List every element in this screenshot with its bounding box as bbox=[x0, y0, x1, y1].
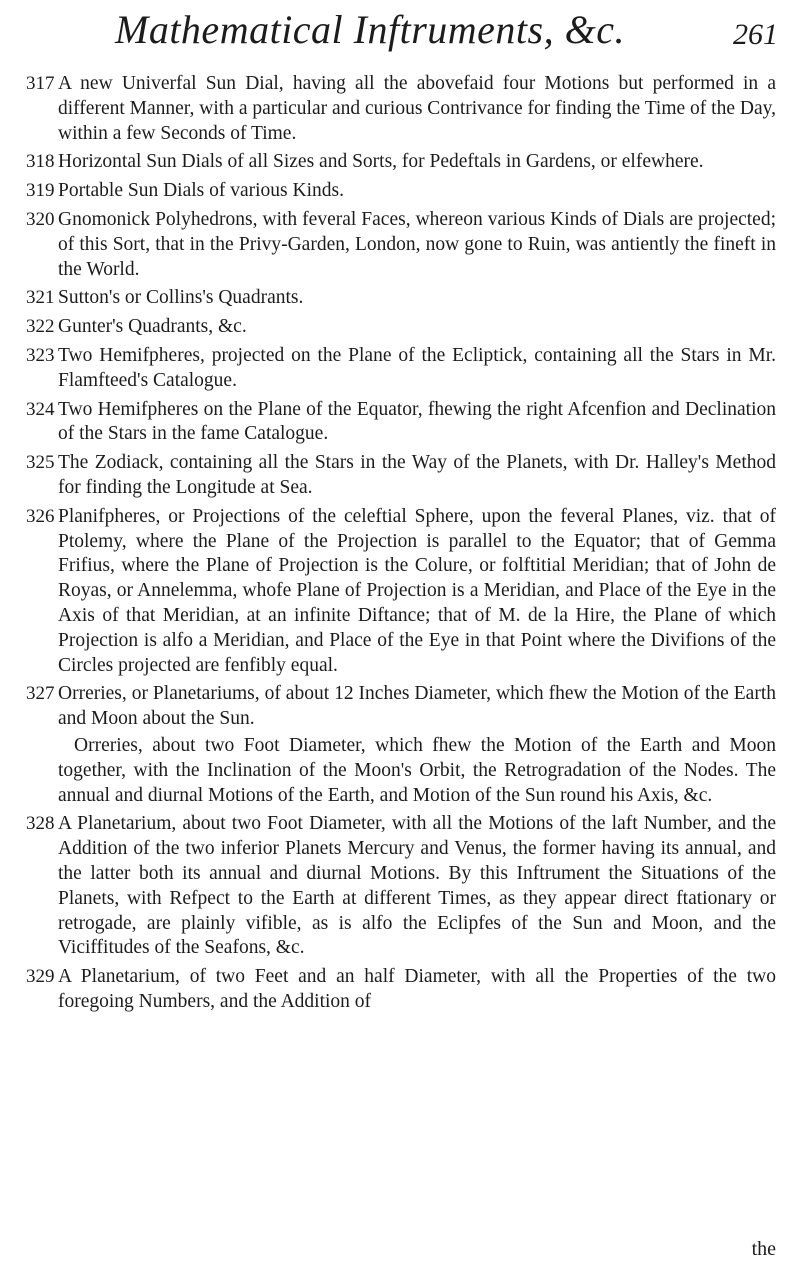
catalogue-entry-328 bbox=[26, 812, 776, 961]
entry-number: 327 bbox=[26, 683, 55, 705]
entry-text: Orreries, about two Foot Diameter, which fhew the Motion of the Earth and Moon together, with the Inclination of the Moon's Orbit, the Retrogradation of the Nodes. The annual and diurnal Motions of the Earth, and Motion of the Sun round his Axis, &c. bbox=[58, 734, 776, 806]
entry-text: A Planetarium, about two Foot Diameter, with all the Motions of the laft Number, and the Addition of the two inferior Planets Mercury and Venus, the former having its annual, and the latter both its annual and diurnal Motions. By this Inftrument the Situations of the Planets, with Refpect to the Earth at different Times, as they appear direct ftationary or retrogade, are plainly vifible, as is alfo the Eclipfes of the Sun and Moon, and the Viciffitudes of the Seafons, &c. bbox=[58, 813, 776, 959]
catalogue-entry-323 bbox=[26, 344, 776, 394]
entry-number: 321 bbox=[26, 287, 55, 309]
catalogue-entry-320 bbox=[26, 208, 776, 282]
entry-text: Orreries, or Planetariums, of about 12 Inches Diameter, which fhew the Motion of the Earth and Moon about the Sun. bbox=[58, 683, 776, 730]
entry-number: 319 bbox=[26, 180, 55, 202]
catalogue-entry-329 bbox=[26, 965, 776, 1015]
catalogue-entry-318 bbox=[26, 150, 776, 175]
catalogue-entry-327-continued bbox=[26, 734, 776, 808]
entry-number: 318 bbox=[26, 151, 55, 173]
entry-number: 324 bbox=[26, 398, 55, 420]
entry-number: 325 bbox=[26, 452, 55, 474]
running-head: Mathematical Inftruments, &c. bbox=[115, 7, 625, 52]
page-header bbox=[0, 4, 800, 64]
catalogue-entry-322 bbox=[26, 315, 776, 340]
catalogue-list bbox=[26, 72, 776, 1015]
entry-text: The Zodiack, containing all the Stars in the Way of the Planets, with Dr. Halley's Method for finding the Longitude at Sea. bbox=[58, 452, 776, 498]
entry-text: Gunter's Quadrants, &c. bbox=[58, 316, 247, 338]
entry-text: Sutton's or Collins's Quadrants. bbox=[58, 287, 304, 309]
entry-text: A new Univerfal Sun Dial, having all the abovefaid four Motions but performed in a different Manner, with a particular and curious Contrivance for finding the Time of the Day, within a few Seconds of Time. bbox=[58, 73, 776, 144]
entry-text: Planifpheres, or Projections of the celeftial Sphere, upon the feveral Planes, viz. that of Ptolemy, where the Plane of the Projection is parallel to the Equator; that of Gemma Frifius, where the Plane of Projection is the Colure, or folftitial Meridian; that of John de Royas, or Annelemma, whofe Plane of Projection is a Meridian, and Place of the Eye in the Axis of that Meridian, at an infinite Diftance; that of M. de la Hire, the Plane of which Projection is alfo a Meridian, and Place of the Eye in that Point where the Divifions of the Circles projected are fenfibly equal. bbox=[58, 505, 776, 676]
entry-number: 317 bbox=[26, 73, 55, 94]
entry-number: 320 bbox=[26, 208, 55, 230]
entry-number: 326 bbox=[26, 505, 55, 527]
page-number: 261 bbox=[733, 18, 778, 51]
entry-text: Two Hemifpheres, projected on the Plane of the Ecliptick, containing all the Stars in Mr. Flamfteed's Catalogue. bbox=[58, 344, 776, 391]
catalogue-entry-321 bbox=[26, 286, 776, 311]
catalogue-entry-326 bbox=[26, 505, 776, 679]
entry-number: 329 bbox=[26, 966, 55, 988]
entry-text: Horizontal Sun Dials of all Sizes and Sorts, for Pedeftals in Gardens, or elfewhere. bbox=[58, 151, 704, 173]
entry-number: 323 bbox=[26, 344, 55, 366]
catalogue-entry-324 bbox=[26, 398, 776, 448]
catalogue-entry-325 bbox=[26, 451, 776, 501]
entry-text: Portable Sun Dials of various Kinds. bbox=[58, 180, 344, 202]
entry-text: Two Hemifpheres on the Plane of the Equator, fhewing the right Afcenfion and Declination of the Stars in the fame Catalogue. bbox=[58, 398, 776, 445]
entry-text: A Planetarium, of two Feet and an half Diameter, with all the Properties of the two foregoing Numbers, and the Addition of bbox=[58, 966, 776, 1012]
catalogue-entry-319 bbox=[26, 179, 776, 204]
catalogue-entry-317 bbox=[26, 72, 776, 146]
entry-number: 328 bbox=[26, 813, 55, 835]
entry-text: Gnomonick Polyhedrons, with feveral Faces, whereon various Kinds of Dials are projected; of this Sort, that in the Privy-Garden, London, now gone to Ruin, was antiently the fineft in the World. bbox=[58, 208, 776, 280]
catchword: the bbox=[751, 1238, 776, 1260]
entry-number: 322 bbox=[26, 316, 55, 338]
catalogue-entry-327 bbox=[26, 682, 776, 732]
